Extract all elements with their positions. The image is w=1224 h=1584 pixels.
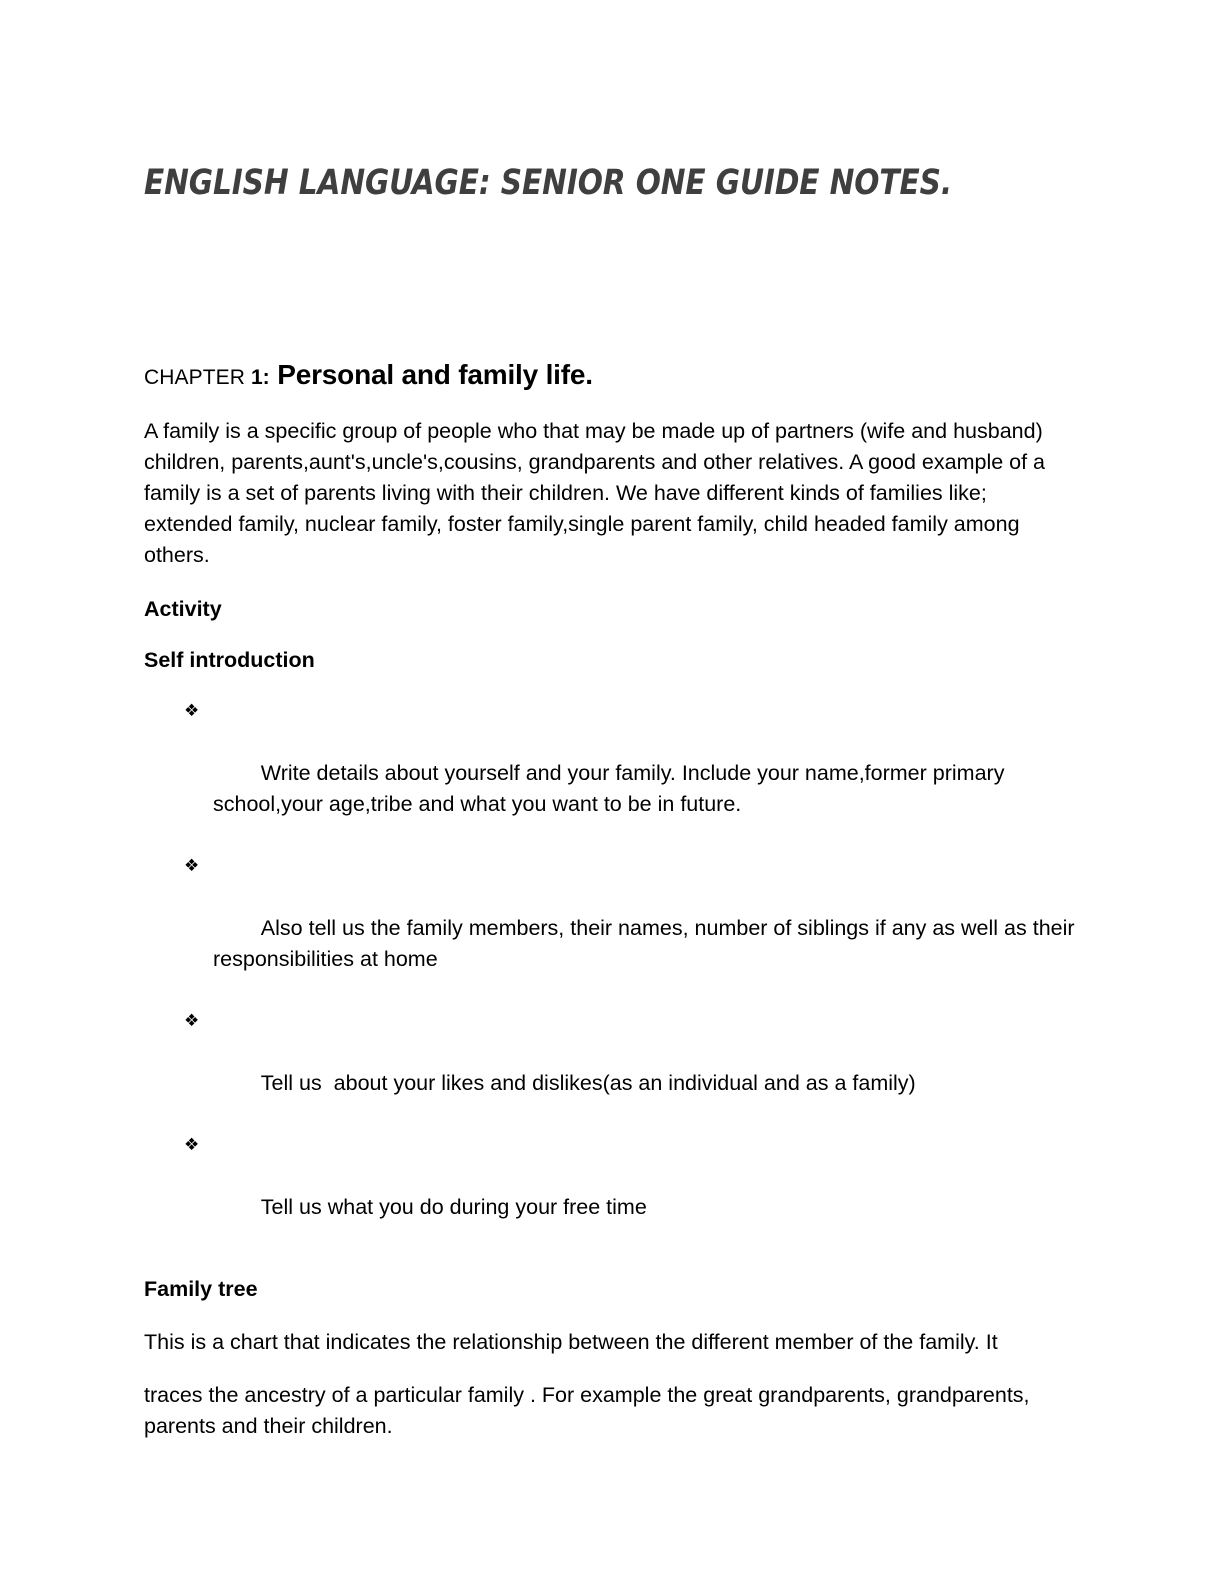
activity-heading: Activity [144, 597, 222, 622]
list-item [144, 1006, 1093, 1130]
list-item-label: Tell us what you do during your free time [260, 1195, 647, 1220]
document-content [144, 0, 1080, 1442]
list-item-label: Also tell us the family members, their names, number of siblings if any as well as their responsibilities at home [213, 916, 1081, 972]
diamond-bullet-icon: ❖ [184, 701, 200, 722]
family-tree-heading: Family tree [144, 1277, 258, 1302]
chapter-number: 1: [250, 366, 270, 389]
page-title: ENGLISH LANGUAGE: SENIOR ONE GUIDE NOTES. [144, 163, 952, 203]
chapter-heading [144, 201, 1080, 391]
intro-paragraph: A family is a specific group of people who that may be made up of partners (wife and husband) children, parents,aunt's,uncle's,cousins, grandparents and other relatives. A good example of a family is a set of parents living with their children. We have different kinds of families like; extended family, nuclear family, foster family,single parent family, child headed family among others. [144, 419, 1046, 568]
diamond-bullet-icon: ❖ [184, 856, 200, 877]
list-item [144, 1130, 1093, 1254]
self-introduction-heading: Self introduction [144, 648, 315, 673]
diamond-bullet-icon: ❖ [184, 1011, 200, 1032]
chapter-title-text: Personal and family life. [277, 359, 593, 390]
list-item-label: Write details about yourself and your family. Include your name,former primary school,your age,tribe and what you want to be in future. [213, 761, 1011, 817]
self-introduction-list [144, 676, 1080, 1254]
diamond-bullet-icon: ❖ [184, 1135, 200, 1156]
list-item [144, 696, 1093, 851]
family-tree-paragraph-2: traces the ancestry of a particular family . For example the great grandparents, grandparents, parents and their children. [144, 1383, 1030, 1439]
list-item [144, 851, 1093, 1006]
chapter-label: CHAPTER [144, 366, 251, 389]
family-tree-paragraph-1: This is a chart that indicates the relationship between the different member of the family. It [144, 1330, 998, 1355]
list-item-label: Tell us about your likes and dislikes(as an individual and as a family) [260, 1071, 916, 1096]
